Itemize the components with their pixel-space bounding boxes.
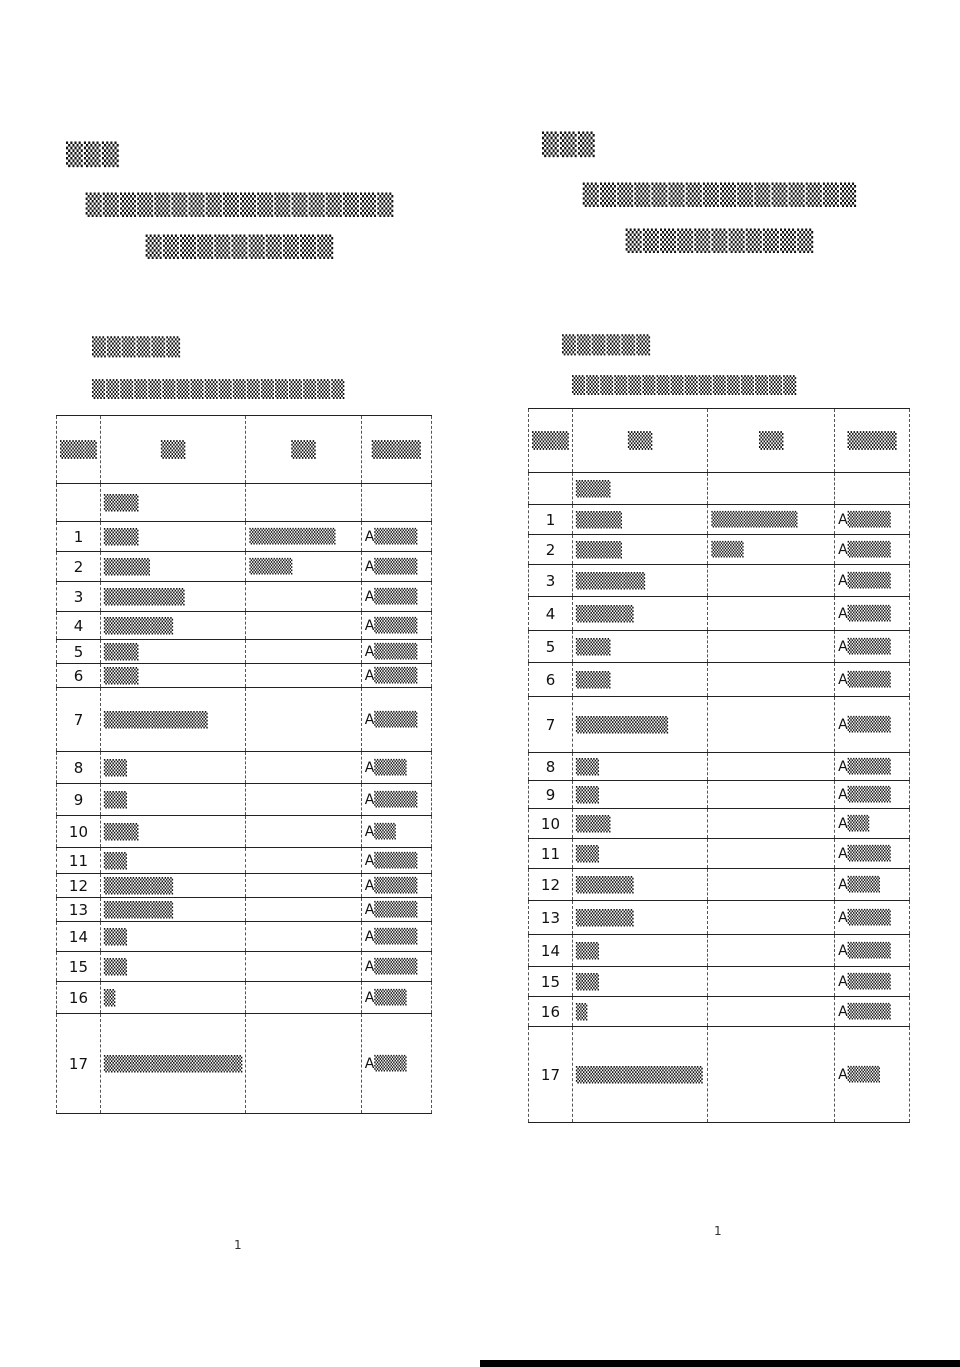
table-row [529, 781, 910, 809]
row-code: A▒▒▒▒ [835, 535, 910, 565]
table-row [57, 898, 432, 922]
row-note [708, 901, 835, 935]
row-note [708, 473, 835, 505]
row-note [708, 597, 835, 631]
table-row [57, 982, 432, 1014]
row-item: ▒▒ [100, 952, 245, 982]
row-item: ▒▒ [100, 752, 245, 784]
row-code: A▒▒▒▒ [361, 922, 431, 952]
row-code: A▒▒▒▒ [361, 522, 431, 552]
row-note: ▒▒▒▒▒▒▒▒ [708, 505, 835, 535]
row-number: 12 [529, 869, 573, 901]
row-code: A▒▒▒▒ [835, 997, 910, 1027]
table-row [57, 952, 432, 982]
table-header-row [57, 416, 432, 484]
catalog-table [56, 415, 432, 1114]
document-title-line2: ▒▒▒▒▒▒▒▒▒▒▒ [625, 229, 815, 253]
row-note [246, 640, 361, 664]
table-row [529, 869, 910, 901]
row-number [529, 473, 573, 505]
row-number: 13 [529, 901, 573, 935]
row-code: A▒▒▒ [361, 752, 431, 784]
row-code: A▒▒▒▒ [361, 688, 431, 752]
row-item: ▒▒▒▒▒▒▒▒▒▒▒ [572, 1027, 707, 1123]
header-item: ▒▒ [100, 416, 245, 484]
row-number: 11 [529, 839, 573, 869]
row-number: 2 [57, 552, 101, 582]
header-code: ▒▒▒▒ [835, 409, 910, 473]
row-number [57, 484, 101, 522]
row-number: 7 [57, 688, 101, 752]
row-note [708, 967, 835, 997]
row-item: ▒▒ [572, 753, 707, 781]
row-number: 6 [529, 663, 573, 697]
row-note: ▒▒▒ [708, 535, 835, 565]
row-number: 15 [529, 967, 573, 997]
table-row [529, 839, 910, 869]
category-row [57, 484, 432, 522]
row-code: A▒▒▒▒ [835, 935, 910, 967]
table-subtitle: ▒▒▒▒▒▒▒▒▒▒▒▒▒▒▒▒▒▒ [92, 380, 346, 400]
table-row [57, 664, 432, 688]
row-note [246, 612, 361, 640]
row-note [708, 565, 835, 597]
row-number: 14 [529, 935, 573, 967]
row-note [246, 688, 361, 752]
row-note [246, 784, 361, 816]
row-code [361, 484, 431, 522]
row-code: A▒▒▒▒ [361, 640, 431, 664]
row-number: 15 [57, 952, 101, 982]
page-marker: 1 [714, 1224, 722, 1238]
table-row [57, 922, 432, 952]
row-note [246, 848, 361, 874]
row-item: ▒▒ [572, 935, 707, 967]
row-note [246, 898, 361, 922]
row-item: ▒▒▒▒▒▒▒ [100, 582, 245, 612]
row-number: 3 [57, 582, 101, 612]
row-note [708, 935, 835, 967]
table-row [57, 784, 432, 816]
row-note: ▒▒▒▒ [246, 552, 361, 582]
row-note [708, 753, 835, 781]
row-code: A▒▒▒▒ [835, 753, 910, 781]
table-header-row [529, 409, 910, 473]
row-item: ▒▒▒▒▒▒▒▒ [572, 697, 707, 753]
row-code: A▒▒▒▒ [835, 839, 910, 869]
document-title-line1: ▒▒▒▒▒▒▒▒▒▒▒▒▒▒▒▒ [582, 183, 858, 207]
row-note [246, 484, 361, 522]
row-note [246, 952, 361, 982]
table-row [529, 697, 910, 753]
row-code: A▒▒▒▒ [361, 898, 431, 922]
row-code [835, 473, 910, 505]
row-code: A▒▒▒▒ [361, 848, 431, 874]
table-row [529, 631, 910, 663]
row-note [246, 1014, 361, 1114]
table-row [529, 565, 910, 597]
row-number: 9 [57, 784, 101, 816]
row-item: ▒ [572, 997, 707, 1027]
row-note [246, 664, 361, 688]
row-number: 2 [529, 535, 573, 565]
row-item: ▒▒▒ [572, 473, 707, 505]
row-note [708, 781, 835, 809]
row-note [708, 869, 835, 901]
table-subtitle: ▒▒▒▒▒▒▒▒▒▒▒▒▒▒▒▒ [572, 376, 798, 396]
table-row [57, 848, 432, 874]
section-heading: ▒▒▒▒▒▒ [92, 337, 182, 358]
header-item: ▒▒ [572, 409, 707, 473]
row-number: 16 [529, 997, 573, 1027]
row-code: A▒▒▒▒ [361, 952, 431, 982]
row-note [246, 752, 361, 784]
row-code: A▒▒▒▒ [361, 874, 431, 898]
table-row [529, 597, 910, 631]
table-row [57, 640, 432, 664]
page-marker: 1 [234, 1238, 242, 1252]
row-item: ▒▒▒ [572, 809, 707, 839]
row-item: ▒▒▒ [572, 631, 707, 663]
row-item: ▒ [100, 982, 245, 1014]
table-row [57, 688, 432, 752]
row-item: ▒▒▒▒▒ [572, 901, 707, 935]
row-code: A▒▒▒▒ [361, 664, 431, 688]
attachment-label: ▒▒▒ [542, 133, 596, 158]
row-note [708, 809, 835, 839]
row-code: A▒▒▒▒ [361, 784, 431, 816]
header-note: ▒▒ [708, 409, 835, 473]
row-note [246, 582, 361, 612]
header-note: ▒▒ [246, 416, 361, 484]
scan-edge-bar [480, 1360, 960, 1367]
row-note [708, 997, 835, 1027]
table-row [529, 505, 910, 535]
row-item: ▒▒▒▒▒▒ [100, 874, 245, 898]
row-item: ▒▒ [572, 967, 707, 997]
section-heading: ▒▒▒▒▒▒ [562, 335, 652, 356]
row-number: 14 [57, 922, 101, 952]
row-item: ▒▒▒▒ [572, 535, 707, 565]
row-code: A▒▒▒▒ [835, 967, 910, 997]
table-row [529, 967, 910, 997]
category-row [529, 473, 910, 505]
document-title-line1: ▒▒▒▒▒▒▒▒▒▒▒▒▒▒▒▒▒▒ [85, 193, 395, 217]
header-no: ▒▒▒ [529, 409, 573, 473]
row-code: A▒▒ [835, 809, 910, 839]
row-code: A▒▒ [361, 816, 431, 848]
table-row [57, 752, 432, 784]
row-code: A▒▒▒▒ [835, 565, 910, 597]
row-item: ▒▒ [572, 781, 707, 809]
header-no: ▒▒▒ [57, 416, 101, 484]
row-item: ▒▒ [100, 922, 245, 952]
row-note [246, 922, 361, 952]
table-row [57, 612, 432, 640]
row-number: 8 [529, 753, 573, 781]
table-row [57, 582, 432, 612]
table-row [529, 663, 910, 697]
row-number: 17 [57, 1014, 101, 1114]
row-code: A▒▒▒▒ [835, 781, 910, 809]
row-item: ▒▒▒ [100, 484, 245, 522]
row-item: ▒▒▒▒▒▒▒▒▒ [100, 688, 245, 752]
row-item: ▒▒▒▒ [100, 552, 245, 582]
row-item: ▒▒ [572, 839, 707, 869]
row-note [708, 697, 835, 753]
row-code: A▒▒▒▒ [361, 582, 431, 612]
document-title-line2: ▒▒▒▒▒▒▒▒▒▒▒ [145, 235, 335, 259]
table-row [529, 901, 910, 935]
table-row [529, 997, 910, 1027]
catalog-table [528, 408, 910, 1123]
table-row [57, 816, 432, 848]
row-item: ▒▒▒ [100, 816, 245, 848]
row-item: ▒▒▒▒ [572, 505, 707, 535]
row-number: 9 [529, 781, 573, 809]
row-number: 17 [529, 1027, 573, 1123]
row-code: A▒▒▒ [361, 1014, 431, 1114]
row-note [708, 839, 835, 869]
row-item: ▒▒▒ [100, 640, 245, 664]
row-code: A▒▒▒▒ [835, 663, 910, 697]
table-row [57, 522, 432, 552]
table-row [57, 1014, 432, 1114]
row-note [246, 874, 361, 898]
row-number: 4 [529, 597, 573, 631]
row-code: A▒▒▒▒ [835, 505, 910, 535]
row-number: 5 [529, 631, 573, 663]
row-item: ▒▒▒▒▒ [572, 597, 707, 631]
row-number: 4 [57, 612, 101, 640]
row-item: ▒▒▒▒▒▒ [572, 565, 707, 597]
row-note [246, 816, 361, 848]
row-number: 6 [57, 664, 101, 688]
row-number: 13 [57, 898, 101, 922]
row-code: A▒▒▒▒ [361, 552, 431, 582]
row-item: ▒▒▒ [100, 522, 245, 552]
row-item: ▒▒▒ [100, 664, 245, 688]
row-number: 16 [57, 982, 101, 1014]
row-code: A▒▒▒▒ [835, 901, 910, 935]
row-number: 5 [57, 640, 101, 664]
table-row [529, 809, 910, 839]
row-code: A▒▒▒▒ [835, 631, 910, 663]
row-item: ▒▒▒ [572, 663, 707, 697]
row-note [246, 982, 361, 1014]
row-item: ▒▒▒▒▒▒ [100, 898, 245, 922]
row-number: 12 [57, 874, 101, 898]
table-row [529, 1027, 910, 1123]
row-code: A▒▒▒▒ [835, 597, 910, 631]
right-page [480, 0, 960, 1367]
row-item: ▒▒▒▒▒▒ [100, 612, 245, 640]
row-number: 3 [529, 565, 573, 597]
row-number: 1 [57, 522, 101, 552]
row-code: A▒▒▒ [361, 982, 431, 1014]
row-number: 8 [57, 752, 101, 784]
row-code: A▒▒▒ [835, 1027, 910, 1123]
row-number: 7 [529, 697, 573, 753]
row-number: 10 [529, 809, 573, 839]
row-note [708, 1027, 835, 1123]
row-note [708, 663, 835, 697]
table-row [529, 753, 910, 781]
row-item: ▒▒▒▒▒▒▒▒▒▒▒▒ [100, 1014, 245, 1114]
row-note [708, 631, 835, 663]
attachment-label: ▒▒▒ [66, 143, 120, 168]
table-row [529, 935, 910, 967]
table-row [529, 535, 910, 565]
row-code: A▒▒▒ [835, 869, 910, 901]
table-row [57, 552, 432, 582]
row-item: ▒▒ [100, 848, 245, 874]
row-item: ▒▒▒▒▒ [572, 869, 707, 901]
table-row [57, 874, 432, 898]
header-code: ▒▒▒▒ [361, 416, 431, 484]
row-number: 11 [57, 848, 101, 874]
row-code: A▒▒▒▒ [835, 697, 910, 753]
row-note: ▒▒▒▒▒▒▒▒ [246, 522, 361, 552]
row-number: 1 [529, 505, 573, 535]
row-code: A▒▒▒▒ [361, 612, 431, 640]
row-item: ▒▒ [100, 784, 245, 816]
row-number: 10 [57, 816, 101, 848]
